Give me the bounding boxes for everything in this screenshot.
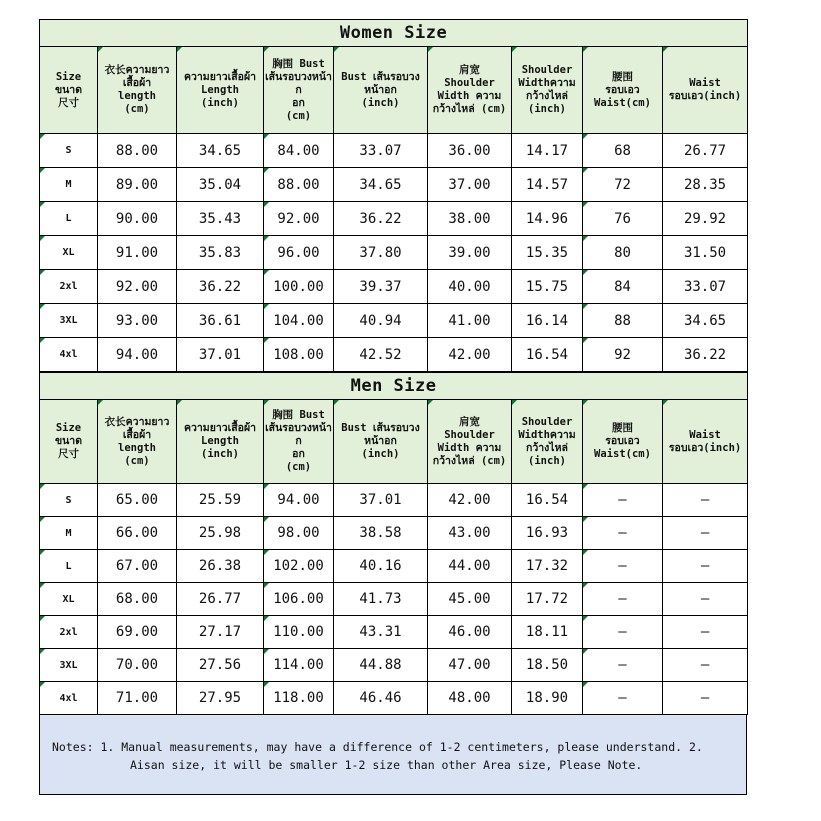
notes-line-1: Notes: 1. Manual measurements, may have a difference of 1-2 centimeters, please understand. 2. — [52, 740, 703, 754]
header-text: 尺寸 — [58, 448, 79, 460]
header-text: (inch) — [528, 454, 566, 467]
measurement-cell: 67.00 — [98, 550, 177, 583]
header-text: Length — [201, 435, 239, 447]
size-cell: L — [40, 202, 98, 236]
table-row — [40, 168, 748, 202]
size-cell: XL — [40, 236, 98, 270]
header-text: length — [118, 441, 156, 454]
header-text: Waist — [689, 77, 721, 89]
header-text: Shoulder — [444, 428, 495, 441]
header-text: ขนาด — [54, 83, 83, 96]
measurement-cell: 17.32 — [512, 550, 583, 583]
header-text: (cm) — [124, 103, 150, 115]
measurement-cell: 36.22 — [177, 270, 264, 304]
measurement-cell: — — [583, 649, 663, 682]
measurement-cell: 71.00 — [98, 682, 177, 715]
header-text: กว้างไหล่ — [526, 90, 568, 102]
measurement-cell: 48.00 — [428, 682, 512, 715]
measurement-cell: 27.17 — [177, 616, 264, 649]
measurement-cell: 27.95 — [177, 682, 264, 715]
header-text: Shoulder — [521, 64, 573, 76]
column-header — [334, 400, 428, 484]
header-text: Length — [201, 83, 239, 96]
header-text: Size — [55, 70, 82, 83]
measurement-cell: 14.57 — [512, 168, 583, 202]
size-chart — [39, 19, 747, 795]
women-size-table — [39, 19, 748, 372]
measurement-cell: — — [583, 517, 663, 550]
measurement-cell: 84 — [583, 270, 663, 304]
size-cell: 4xl — [40, 338, 98, 372]
measurement-cell: 45.00 — [428, 583, 512, 616]
measurement-cell: 88.00 — [98, 134, 177, 168]
measurement-cell: 68.00 — [98, 583, 177, 616]
size-cell: XL — [40, 583, 98, 616]
measurement-cell: 16.54 — [512, 338, 583, 372]
measurement-cell: 27.56 — [177, 649, 264, 682]
measurement-cell: 31.50 — [663, 236, 748, 270]
header-text: รอบเอว(inch) — [668, 90, 742, 102]
column-header — [98, 400, 177, 484]
measurement-cell: 40.16 — [334, 550, 428, 583]
measurement-cell: 90.00 — [98, 202, 177, 236]
header-text: Bust เส้นรอบวง — [341, 70, 420, 83]
header-text: (inch) — [201, 448, 239, 460]
header-text: หน้าอก — [364, 435, 397, 447]
column-header — [583, 400, 663, 484]
measurement-cell: 26.77 — [177, 583, 264, 616]
column-header — [177, 47, 264, 134]
measurement-cell: — — [663, 517, 748, 550]
measurement-cell: 17.72 — [512, 583, 583, 616]
header-text: 尺寸 — [58, 96, 79, 109]
table-row — [40, 202, 748, 236]
measurement-cell: 96.00 — [264, 236, 334, 270]
column-header — [428, 400, 512, 484]
women-table-title: Women Size — [40, 20, 748, 47]
measurement-cell: 89.00 — [98, 168, 177, 202]
measurement-cell: 39.37 — [334, 270, 428, 304]
header-text: 肩宽 — [459, 64, 480, 76]
measurement-cell: 37.00 — [428, 168, 512, 202]
measurement-cell: 14.96 — [512, 202, 583, 236]
measurement-cell: 36.22 — [663, 338, 748, 372]
measurement-cell: 15.75 — [512, 270, 583, 304]
header-text: (inch) — [528, 103, 566, 115]
measurement-cell: 36.00 — [428, 134, 512, 168]
measurement-cell: 110.00 — [264, 616, 334, 649]
measurement-cell: 15.35 — [512, 236, 583, 270]
measurement-cell: 118.00 — [264, 682, 334, 715]
header-text: กว้างไหล่ — [526, 441, 568, 454]
size-cell: L — [40, 550, 98, 583]
column-header — [663, 47, 748, 134]
measurement-cell: 38.00 — [428, 202, 512, 236]
measurement-cell: 94.00 — [264, 484, 334, 517]
header-text: Size — [55, 422, 82, 434]
measurement-cell: — — [663, 616, 748, 649]
measurement-cell: 92.00 — [98, 270, 177, 304]
measurement-cell: 33.07 — [663, 270, 748, 304]
measurement-cell: 33.07 — [334, 134, 428, 168]
size-cell: 3XL — [40, 649, 98, 682]
header-text: เสื้อผ้า — [122, 77, 152, 89]
header-text: Width ความ — [437, 90, 502, 102]
measurement-cell: 44.88 — [334, 649, 428, 682]
measurement-cell: 37.80 — [334, 236, 428, 270]
measurement-cell: 66.00 — [98, 517, 177, 550]
header-text: กว้างไหล่ (cm) — [432, 103, 507, 115]
measurement-cell: — — [583, 484, 663, 517]
header-text: Widthความ — [518, 77, 576, 89]
measurement-cell: 68 — [583, 134, 663, 168]
size-cell: 4xl — [40, 682, 98, 715]
header-text: Waist(cm) — [594, 96, 651, 109]
header-text: (cm) — [285, 109, 312, 122]
measurement-cell: — — [663, 649, 748, 682]
measurement-cell: 80 — [583, 236, 663, 270]
measurement-cell: 35.83 — [177, 236, 264, 270]
size-cell: S — [40, 134, 98, 168]
size-cell: 2xl — [40, 270, 98, 304]
measurement-cell: 46.00 — [428, 616, 512, 649]
header-text: (inch) — [201, 96, 239, 109]
measurement-cell: 34.65 — [663, 304, 748, 338]
header-text: Waist(cm) — [594, 448, 651, 460]
header-text: รอบเอว — [605, 83, 640, 96]
measurement-cell: 28.35 — [663, 168, 748, 202]
header-text: หน้าอก — [364, 83, 397, 96]
table-row — [40, 484, 748, 517]
measurement-cell: 88.00 — [264, 168, 334, 202]
table-row — [40, 583, 748, 616]
measurement-cell: 39.00 — [428, 236, 512, 270]
measurement-cell: 29.92 — [663, 202, 748, 236]
measurement-cell: — — [663, 583, 748, 616]
measurement-cell: 26.38 — [177, 550, 264, 583]
measurement-cell: 98.00 — [264, 517, 334, 550]
measurement-cell: 14.17 — [512, 134, 583, 168]
men-size-table — [39, 372, 748, 715]
measurement-cell: 93.00 — [98, 304, 177, 338]
measurement-cell: 41.73 — [334, 583, 428, 616]
header-text: เสื้อผ้า — [122, 428, 152, 441]
header-text: ความยาวเสื้อผ้า — [183, 70, 257, 83]
measurement-cell: 106.00 — [264, 583, 334, 616]
header-text: (cm) — [124, 454, 150, 467]
measurement-cell: 70.00 — [98, 649, 177, 682]
header-text: เส้นรอบวงหน้าก — [265, 422, 332, 447]
measurement-cell: 100.00 — [264, 270, 334, 304]
measurement-cell: 18.90 — [512, 682, 583, 715]
measurement-cell: 44.00 — [428, 550, 512, 583]
measurement-cell: 43.31 — [334, 616, 428, 649]
measurement-cell: 114.00 — [264, 649, 334, 682]
column-header — [512, 400, 583, 484]
measurement-cell: 76 — [583, 202, 663, 236]
measurement-cell: 92 — [583, 338, 663, 372]
table-row — [40, 270, 748, 304]
measurement-cell: 72 — [583, 168, 663, 202]
measurement-cell: 16.14 — [512, 304, 583, 338]
measurement-cell: 91.00 — [98, 236, 177, 270]
measurement-cell: 35.04 — [177, 168, 264, 202]
header-text: Shoulder — [444, 77, 495, 89]
column-header — [264, 400, 334, 484]
measurement-cell: 36.61 — [177, 304, 264, 338]
column-header — [177, 400, 264, 484]
measurement-cell: 37.01 — [177, 338, 264, 372]
header-text: รอบเอว(inch) — [668, 441, 742, 454]
header-text: 衣长ความยาว — [104, 64, 170, 76]
table-row — [40, 649, 748, 682]
men-header-row — [40, 400, 748, 484]
table-row — [40, 682, 748, 715]
header-text: (cm) — [285, 461, 312, 473]
column-header — [334, 47, 428, 134]
measurement-cell: 46.46 — [334, 682, 428, 715]
notes-box — [39, 715, 747, 795]
column-header — [40, 47, 98, 134]
size-cell: 3XL — [40, 304, 98, 338]
measurement-cell: 92.00 — [264, 202, 334, 236]
header-text: รอบเอว — [605, 435, 640, 447]
measurement-cell: 25.98 — [177, 517, 264, 550]
header-text: กว้างไหล่ (cm) — [432, 454, 507, 467]
column-header — [98, 47, 177, 134]
measurement-cell: 69.00 — [98, 616, 177, 649]
measurement-cell: 25.59 — [177, 484, 264, 517]
table-row — [40, 338, 748, 372]
measurement-cell: 42.00 — [428, 338, 512, 372]
measurement-cell: 42.52 — [334, 338, 428, 372]
measurement-cell: 16.93 — [512, 517, 583, 550]
header-text: อก — [292, 448, 305, 460]
header-text: อก — [292, 96, 305, 109]
measurement-cell: 42.00 — [428, 484, 512, 517]
size-cell: M — [40, 517, 98, 550]
column-header — [512, 47, 583, 134]
measurement-cell: 41.00 — [428, 304, 512, 338]
header-text: (inch) — [361, 448, 400, 460]
table-row — [40, 304, 748, 338]
table-row — [40, 134, 748, 168]
measurement-cell: 108.00 — [264, 338, 334, 372]
header-text: (inch) — [361, 96, 400, 109]
column-header — [428, 47, 512, 134]
header-text: Width ความ — [437, 441, 502, 454]
size-cell: S — [40, 484, 98, 517]
header-text: Waist — [689, 428, 721, 441]
measurement-cell: 94.00 — [98, 338, 177, 372]
measurement-cell: — — [583, 583, 663, 616]
table-row — [40, 236, 748, 270]
column-header — [663, 400, 748, 484]
measurement-cell: 37.01 — [334, 484, 428, 517]
column-header — [264, 47, 334, 134]
header-text: ขนาด — [54, 435, 83, 447]
table-row — [40, 550, 748, 583]
measurement-cell: 35.43 — [177, 202, 264, 236]
header-text: 衣长ความยาว — [104, 415, 170, 428]
header-text: Bust เส้นรอบวง — [341, 422, 420, 434]
column-header — [583, 47, 663, 134]
header-text: ความยาวเสื้อผ้า — [183, 422, 257, 434]
measurement-cell: 102.00 — [264, 550, 334, 583]
measurement-cell: 18.11 — [512, 616, 583, 649]
measurement-cell: 18.50 — [512, 649, 583, 682]
header-text: 腰围 — [612, 422, 633, 434]
header-text: เส้นรอบวงหน้าก — [265, 70, 332, 96]
column-header — [40, 400, 98, 484]
measurement-cell: 26.77 — [663, 134, 748, 168]
header-text: 胸围 Bust — [272, 409, 325, 421]
size-cell: 2xl — [40, 616, 98, 649]
measurement-cell: 34.65 — [334, 168, 428, 202]
measurement-cell: 104.00 — [264, 304, 334, 338]
table-row — [40, 616, 748, 649]
measurement-cell: 84.00 — [264, 134, 334, 168]
measurement-cell: 40.94 — [334, 304, 428, 338]
measurement-cell: 43.00 — [428, 517, 512, 550]
measurement-cell: 16.54 — [512, 484, 583, 517]
measurement-cell: 38.58 — [334, 517, 428, 550]
header-text: 腰围 — [612, 70, 633, 83]
size-cell: M — [40, 168, 98, 202]
measurement-cell: 36.22 — [334, 202, 428, 236]
measurement-cell: — — [663, 682, 748, 715]
header-text: 肩宽 — [459, 415, 480, 428]
measurement-cell: — — [583, 550, 663, 583]
measurement-cell: 40.00 — [428, 270, 512, 304]
measurement-cell: — — [663, 484, 748, 517]
notes-line-2: Aisan size, it will be smaller 1-2 size than other Area size, Please Note. — [130, 758, 643, 772]
women-header-row — [40, 47, 748, 134]
measurement-cell: 88 — [583, 304, 663, 338]
measurement-cell: — — [663, 550, 748, 583]
header-text: length — [118, 90, 156, 102]
table-row — [40, 517, 748, 550]
measurement-cell: — — [583, 682, 663, 715]
header-text: Widthความ — [518, 428, 576, 441]
header-text: Shoulder — [521, 415, 573, 428]
men-table-title: Men Size — [40, 373, 748, 400]
measurement-cell: — — [583, 616, 663, 649]
measurement-cell: 47.00 — [428, 649, 512, 682]
measurement-cell: 34.65 — [177, 134, 264, 168]
measurement-cell: 65.00 — [98, 484, 177, 517]
header-text: 胸围 Bust — [272, 57, 325, 70]
